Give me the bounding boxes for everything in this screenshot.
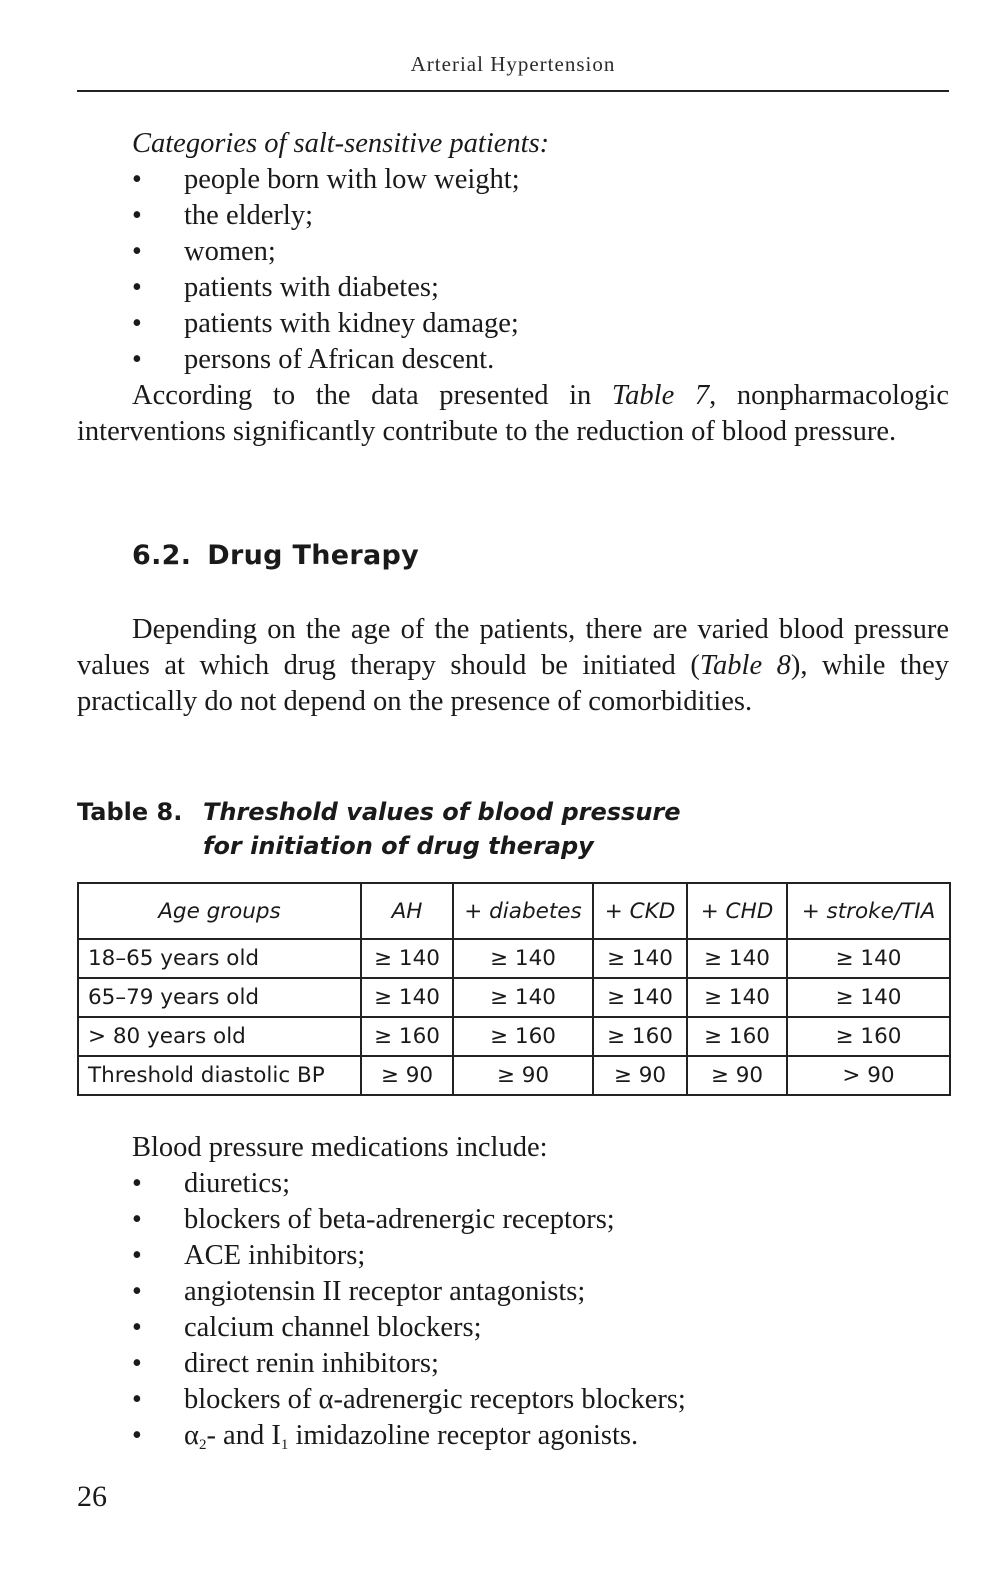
list-item: • diuretics; xyxy=(132,1166,686,1202)
table-cell: ≥ 160 xyxy=(453,1017,593,1056)
table-cell: ≥ 140 xyxy=(453,978,593,1017)
table-cell: > 90 xyxy=(787,1056,950,1095)
running-header: Arterial Hypertension xyxy=(410,52,616,76)
table-cell: ≥ 140 xyxy=(687,939,787,978)
header-cell: + diabetes xyxy=(453,883,593,939)
table-cell: ≥ 160 xyxy=(687,1017,787,1056)
table-cell: ≥ 140 xyxy=(787,978,950,1017)
table-cell: ≥ 160 xyxy=(593,1017,687,1056)
list-item: • patients with diabetes; xyxy=(132,270,520,306)
table-cell: ≥ 90 xyxy=(593,1056,687,1095)
list-item: • patients with kidney damage; xyxy=(132,306,520,342)
table-title: Threshold values of blood pressure for initiation of drug therapy xyxy=(203,798,681,860)
table-8-reference: Table 8 xyxy=(699,650,791,681)
header-rule xyxy=(77,90,949,92)
medications-intro: Blood pressure medications include: xyxy=(132,1132,548,1163)
table-cell: ≥ 140 xyxy=(593,978,687,1017)
table-cell: ≥ 160 xyxy=(787,1017,950,1056)
section-number: 6.2. xyxy=(132,540,192,571)
table-cell: 65–79 years old xyxy=(78,978,361,1017)
table-row xyxy=(78,1017,950,1056)
table-cell: ≥ 90 xyxy=(453,1056,593,1095)
header-cell: + stroke/TIA xyxy=(787,883,950,939)
list-item: • direct renin inhibitors; xyxy=(132,1346,686,1382)
list-item: • persons of African descent. xyxy=(132,342,520,378)
list-item: • ACE inhibitors; xyxy=(132,1238,686,1274)
table-label: Table 8. xyxy=(77,798,183,826)
table-cell: ≥ 90 xyxy=(687,1056,787,1095)
threshold-table xyxy=(77,882,951,1096)
paragraph-drug-therapy: Depending on the age of the patients, there are varied blood pressure values at which drug therapy should be initiated (Table 8), while they practically do not depend on the presence of comorbidities. xyxy=(77,614,949,717)
paragraph-table7: According to the data presented in Table 7, nonpharmacologic interventions significantly contribute to the reduction of blood pressure. xyxy=(77,380,949,447)
table-7-reference: Table 7 xyxy=(611,380,710,411)
header-cell: + CHD xyxy=(687,883,787,939)
salt-sensitive-title: Categories of salt-sensitive patients: xyxy=(132,128,550,159)
table-cell: 18–65 years old xyxy=(78,939,361,978)
table-caption xyxy=(77,795,681,863)
table-cell: ≥ 140 xyxy=(787,939,950,978)
list-item: • people born with low weight; xyxy=(132,162,520,198)
list-item: • women; xyxy=(132,234,520,270)
list-item: • blockers of α-adrenergic receptors blockers; xyxy=(132,1382,686,1418)
list-item: • $\alpha_2-$ and $I_1$ imidazoline receptor agonists. xyxy=(132,1418,686,1454)
header-cell: AH xyxy=(361,883,453,939)
table-cell: ≥ 140 xyxy=(361,939,453,978)
table-header-row xyxy=(78,883,950,939)
table-cell: > 80 years old xyxy=(78,1017,361,1056)
table-cell: ≥ 140 xyxy=(453,939,593,978)
list-item: • the elderly; xyxy=(132,198,520,234)
medications-list xyxy=(132,1166,686,1454)
list-item: • blockers of beta-adrenergic receptors; xyxy=(132,1202,686,1238)
header-cell: Age groups xyxy=(78,883,361,939)
list-item: • calcium channel blockers; xyxy=(132,1310,686,1346)
table-cell: ≥ 140 xyxy=(593,939,687,978)
table-cell: ≥ 90 xyxy=(361,1056,453,1095)
table-cell: Threshold diastolic BP xyxy=(78,1056,361,1095)
table-cell: ≥ 160 xyxy=(361,1017,453,1056)
section-title: Drug Therapy xyxy=(207,540,419,571)
list-item: • angiotensin II receptor antagonists; xyxy=(132,1274,686,1310)
page-number: 26 xyxy=(77,1480,107,1513)
table-cell: ≥ 140 xyxy=(687,978,787,1017)
salt-sensitive-list xyxy=(132,162,520,378)
table-cell: ≥ 140 xyxy=(361,978,453,1017)
section-heading xyxy=(132,540,419,571)
header-cell: + CKD xyxy=(593,883,687,939)
table-row xyxy=(78,978,950,1017)
table-row xyxy=(78,1056,950,1095)
table-row xyxy=(78,939,950,978)
